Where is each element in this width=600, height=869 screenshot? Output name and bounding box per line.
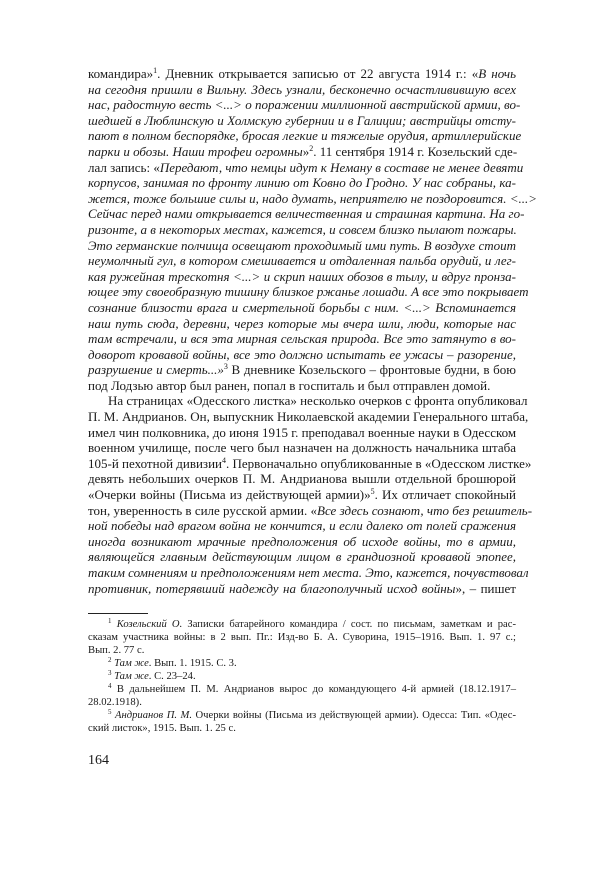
text-line [88, 222, 516, 238]
text-run: », – пишет [455, 580, 516, 596]
quoted-text: доворот кровавой войны, все это должно испытать ее ужасы – разорение, [88, 346, 516, 362]
text-run: под Лодзью автор был ранен, попал в госпиталь и был отправлен домой. [88, 377, 491, 393]
quoted-text: пают в полном беспорядке, бросая легкие и тяжелые орудия, артиллерийские [88, 128, 522, 144]
text-run: В дневнике Козельского – фронтовые будни, в бою [227, 362, 516, 378]
quoted-text: Все здесь сознают, что без решитель- [317, 502, 533, 518]
text-run: тон, уверенность в силе русской армии. « [88, 502, 318, 518]
quoted-text: Андрианов П. М. [115, 710, 192, 721]
text-run: 28.02.1918). [88, 697, 142, 708]
footnote-reference: 2 [108, 656, 112, 664]
footnote-reference: 1 [108, 617, 112, 625]
footnote [88, 618, 516, 657]
text-run: девять небольших очерков П. М. Андрианова вышли отдельной брошюрой [88, 471, 516, 487]
text-run: Вып. 2. 77 с. [88, 645, 145, 656]
text-run: . Дневник открывается записью от 22 августа 1914 г.: « [157, 66, 479, 81]
text-line [88, 316, 516, 332]
footnote-reference: 5 [108, 708, 112, 716]
text-line [88, 518, 516, 534]
footnote-line [88, 631, 516, 644]
text-run: . 11 сентября 1914 г. Козельский сде- [313, 143, 518, 159]
text-line [88, 534, 516, 550]
text-run: «Очерки войны (Письма из действующей армии)» [88, 487, 371, 503]
footnote [88, 657, 516, 670]
text-run: Очерки войны (Письма из действующей армии). Одесса: Тип. «Одес- [192, 710, 516, 721]
text-line [88, 269, 516, 285]
text-run: П. М. Андрианов. Он, выпускник Николаевской академии Генерального штаба, [88, 409, 529, 425]
footnote [88, 709, 516, 735]
paragraph [88, 393, 533, 596]
text-run: командира» [88, 66, 154, 81]
text-run: сказам участника войны: в 2 вып. Пг.: Изд-во Б. А. Суворина, 1915–1916. Вып. 1. 97 с.; [88, 632, 516, 643]
text-line [88, 206, 525, 222]
quoted-text: жется, тоже большие силы и, надо думать, неприятелю не поздоровится. <...> [88, 190, 538, 206]
text-line [88, 97, 521, 113]
footnote-reference: 4 [108, 682, 112, 690]
text-run: 105-й пехотной дивизии [88, 455, 222, 471]
text-line [88, 487, 516, 503]
text-run: лал запись: « [88, 159, 160, 175]
text-line [88, 144, 516, 160]
footnote-reference: 2 [309, 143, 314, 153]
quoted-text: являющейся главным действующим лицом в грандиозной кровавой эпопее, [88, 549, 516, 565]
quoted-text: таким сомнениям и предположениям нет места. Это, кажется, почувствовал [88, 565, 529, 580]
text-run: » [302, 143, 310, 159]
footnote-reference: 5 [370, 487, 375, 497]
quoted-text: ющее эту своеобразную тишину близкое ржанье лошади. А все это покрывает [88, 284, 529, 300]
text-line [88, 82, 516, 98]
text-line [88, 549, 516, 565]
text-line [88, 425, 516, 441]
text-run: военном училище, после чего был назначен на должность начальника штаба [88, 440, 516, 456]
text-line [88, 113, 516, 129]
footnote-line [88, 722, 516, 735]
quoted-text: кая ружейная трескотня <...> и скрип наших обозов в тылу, и вдруг пронза- [88, 268, 516, 284]
page-number: 164 [88, 753, 109, 768]
footnote [88, 670, 516, 683]
quoted-text: Козельский О. [116, 619, 183, 630]
text-run: . С. 23–24. [148, 671, 196, 682]
text-run: В дальнейшем П. М. Андрианов вырос до командующего 4-й армией (18.12.1917– [111, 684, 516, 695]
footnote-divider [88, 613, 148, 614]
quoted-text: корпусов, занимая по фронту линию от Ковно до Гродно. У нас собраны, ка- [88, 175, 516, 191]
text-line [88, 331, 516, 347]
footnote-line [88, 670, 516, 683]
quoted-text: В ночь [478, 66, 516, 81]
quoted-text: ной победы над врагом война не кончится, и если далеко от полей сражения [88, 518, 516, 534]
quoted-text: иногда возникают мрачные предположения об исходе войны, то в армии, [88, 533, 516, 549]
text-line [88, 565, 529, 581]
footnote-line [88, 696, 516, 709]
text-line [88, 409, 529, 425]
footnote-line [88, 618, 516, 631]
quoted-text: наш путь сюда, деревни, через которые мы вчера шли, люди, которые нас [88, 315, 516, 331]
text-line [88, 238, 516, 254]
footnote-line [88, 709, 516, 722]
text-run: имел чин полковника, до июня 1915 г. преподавал военные науки в Одесском [88, 424, 517, 440]
quoted-text: Это германские полчища освещают проходимый ими путь. В воздухе стоит [88, 237, 516, 253]
text-run: . Их отличает спокойный [374, 487, 516, 503]
footnote-reference: 4 [222, 455, 226, 465]
footnote-reference: 1 [153, 66, 158, 75]
body-text [88, 66, 538, 596]
text-line [88, 284, 529, 300]
text-line [88, 393, 528, 409]
quoted-text: парки и обозы. Наши трофеи огромны [88, 143, 303, 159]
text-line [88, 159, 524, 176]
footnote-line [88, 657, 516, 670]
quoted-text: Передают, что немцы идут к Неману в составе не менее девяти [159, 159, 524, 175]
text-line [88, 440, 516, 456]
footnote-reference: 3 [223, 362, 228, 372]
text-line [88, 128, 522, 144]
text-line [88, 300, 516, 316]
text-run: На страницах «Одесского листка» несколько очерков с фронта опубликовал [108, 393, 528, 409]
text-line [88, 471, 516, 487]
quoted-text: неумолчный гул, в котором смешивается и отдаленная пальба орудий, и лег- [88, 253, 516, 269]
text-line [88, 378, 516, 394]
quoted-text: ризонте, а в некоторых местах, кажется, и совсем близко пылают пожары. [88, 221, 517, 237]
text-line [88, 190, 538, 207]
text-line [88, 253, 516, 269]
quoted-text: противник, потерявший надежду на благополучный исход войны [88, 580, 456, 596]
footnote-line [88, 683, 516, 696]
quoted-text: шедшей в Люблинскую и Холмскую губернии и в Галиции; австрийцы отсту- [88, 112, 516, 128]
quoted-text: разрушение и смерть...» [88, 362, 224, 378]
text-line [88, 347, 516, 363]
footnote-line [88, 644, 516, 657]
text-run: ский листок», 1915. Вып. 1. 25 с. [88, 723, 236, 734]
quoted-text: Там же [114, 658, 149, 669]
quoted-text: сознание близости врага и смертельной борьбы с ним. <...> Вспоминается [88, 299, 516, 315]
quoted-text: Там же [114, 671, 149, 682]
quoted-text: на сегодня пришли в Вильну. Здесь узнали, бесконечно осчастливившую всех [88, 81, 516, 97]
paragraph [88, 66, 538, 393]
text-line [88, 581, 516, 597]
quoted-text: Сейчас перед нами открывается величественная и страшная картина. На го- [88, 206, 525, 222]
text-line [88, 66, 516, 82]
quoted-text: там встречали, и вся эта мирная сельская природа. Все это затянуто в во- [88, 331, 516, 347]
text-run: Записки батарейного командира / сост. по письмам, заметкам и рас- [182, 619, 516, 630]
text-run: . Первоначально опубликованные в «Одесском листке» [226, 455, 532, 471]
footnotes [88, 618, 516, 735]
quoted-text: нас, радостную весть <...> о поражении миллионной австрийской армии, во- [88, 97, 521, 113]
text-line [88, 455, 532, 472]
text-line [88, 502, 533, 519]
footnote [88, 683, 516, 709]
text-line [88, 362, 516, 378]
text-run: . Вып. 1. 1915. С. 3. [148, 658, 237, 669]
footnote-reference: 3 [108, 669, 112, 677]
text-line [88, 175, 516, 191]
